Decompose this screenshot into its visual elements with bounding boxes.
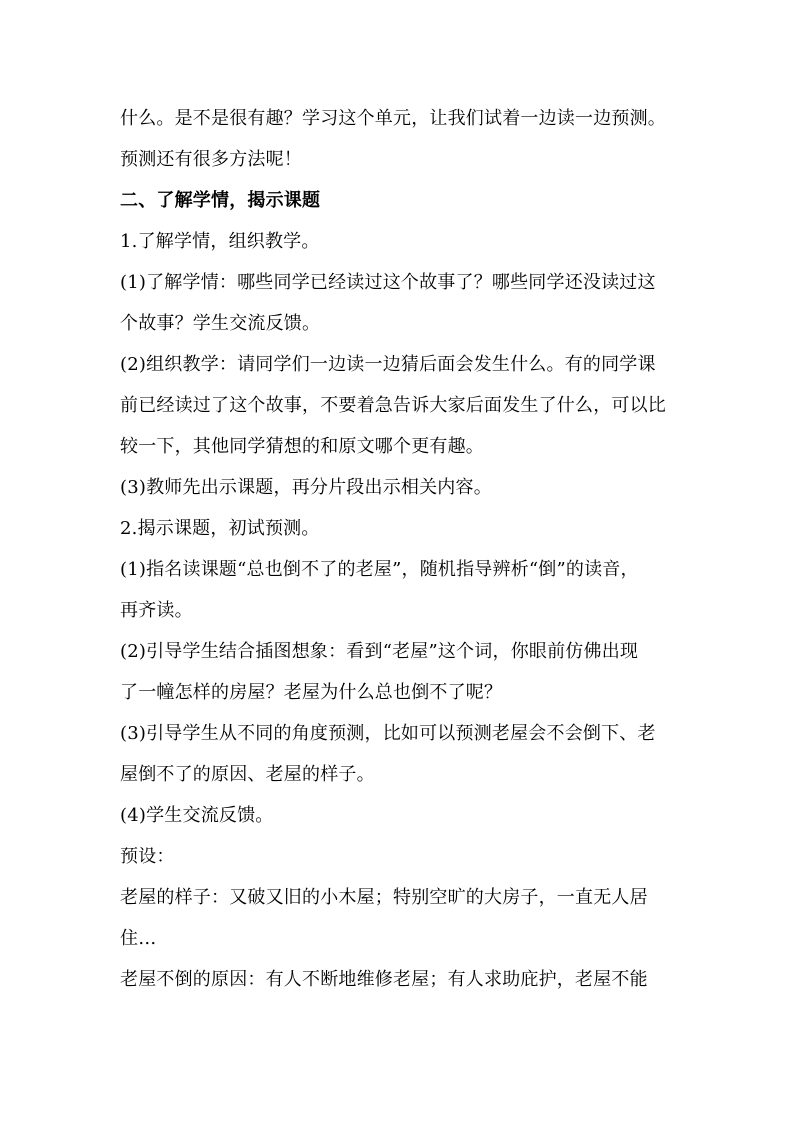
text-line: 前已经读过了这个故事，不要着急告诉大家后面发生了什么，可以比	[120, 395, 666, 416]
text-line: (2)引导学生结合插图想象：看到“老屋”这个词，你眼前仿佛出现	[120, 641, 639, 662]
text-line: 老屋不倒的原因：有人不断地维修老屋；有人求助庇护，老屋不能	[120, 969, 648, 990]
section-heading: 二、了解学情，揭示课题	[120, 190, 321, 211]
text-line: 预测还有很多方法呢！	[120, 149, 302, 170]
text-line: 什么。是不是很有趣？学习这个单元，让我们试着一边读一边预测。	[120, 108, 666, 129]
text-line: 住…	[120, 928, 157, 949]
text-line: 个故事？学生交流反馈。	[120, 313, 321, 334]
text-line: (2)组织教学：请同学们一边读一边猜后面会发生什么。有的同学课	[120, 354, 656, 375]
text-line: (3)引导学生从不同的角度预测，比如可以预测老屋会不会倒下、老	[120, 723, 656, 744]
text-line: 1.了解学情，组织教学。	[120, 231, 320, 252]
text-line: 较一下，其他同学猜想的和原文哪个更有趣。	[120, 436, 484, 457]
text-line: (1)了解学情：哪些同学已经读过这个故事了？哪些同学还没读过这	[120, 272, 656, 293]
text-line: 再齐读。	[120, 600, 193, 621]
text-line: (4)学生交流反馈。	[120, 805, 274, 826]
text-line: (1)指名读课题“总也倒不了的老屋”，随机指导辨析“倒”的读音，	[120, 559, 639, 580]
text-line: 了一幢怎样的房屋？老屋为什么总也倒不了呢？	[120, 682, 503, 703]
text-line: 屋倒不了的原因、老屋的样子。	[120, 764, 375, 785]
text-line: (3)教师先出示课题，再分片段出示相关内容。	[120, 477, 492, 498]
text-line: 预设：	[120, 846, 175, 867]
text-line: 2.揭示课题，初试预测。	[120, 518, 320, 539]
text-line: 老屋的样子：又破又旧的小木屋；特别空旷的大房子，一直无人居	[120, 887, 648, 908]
document-page	[120, 98, 700, 1000]
